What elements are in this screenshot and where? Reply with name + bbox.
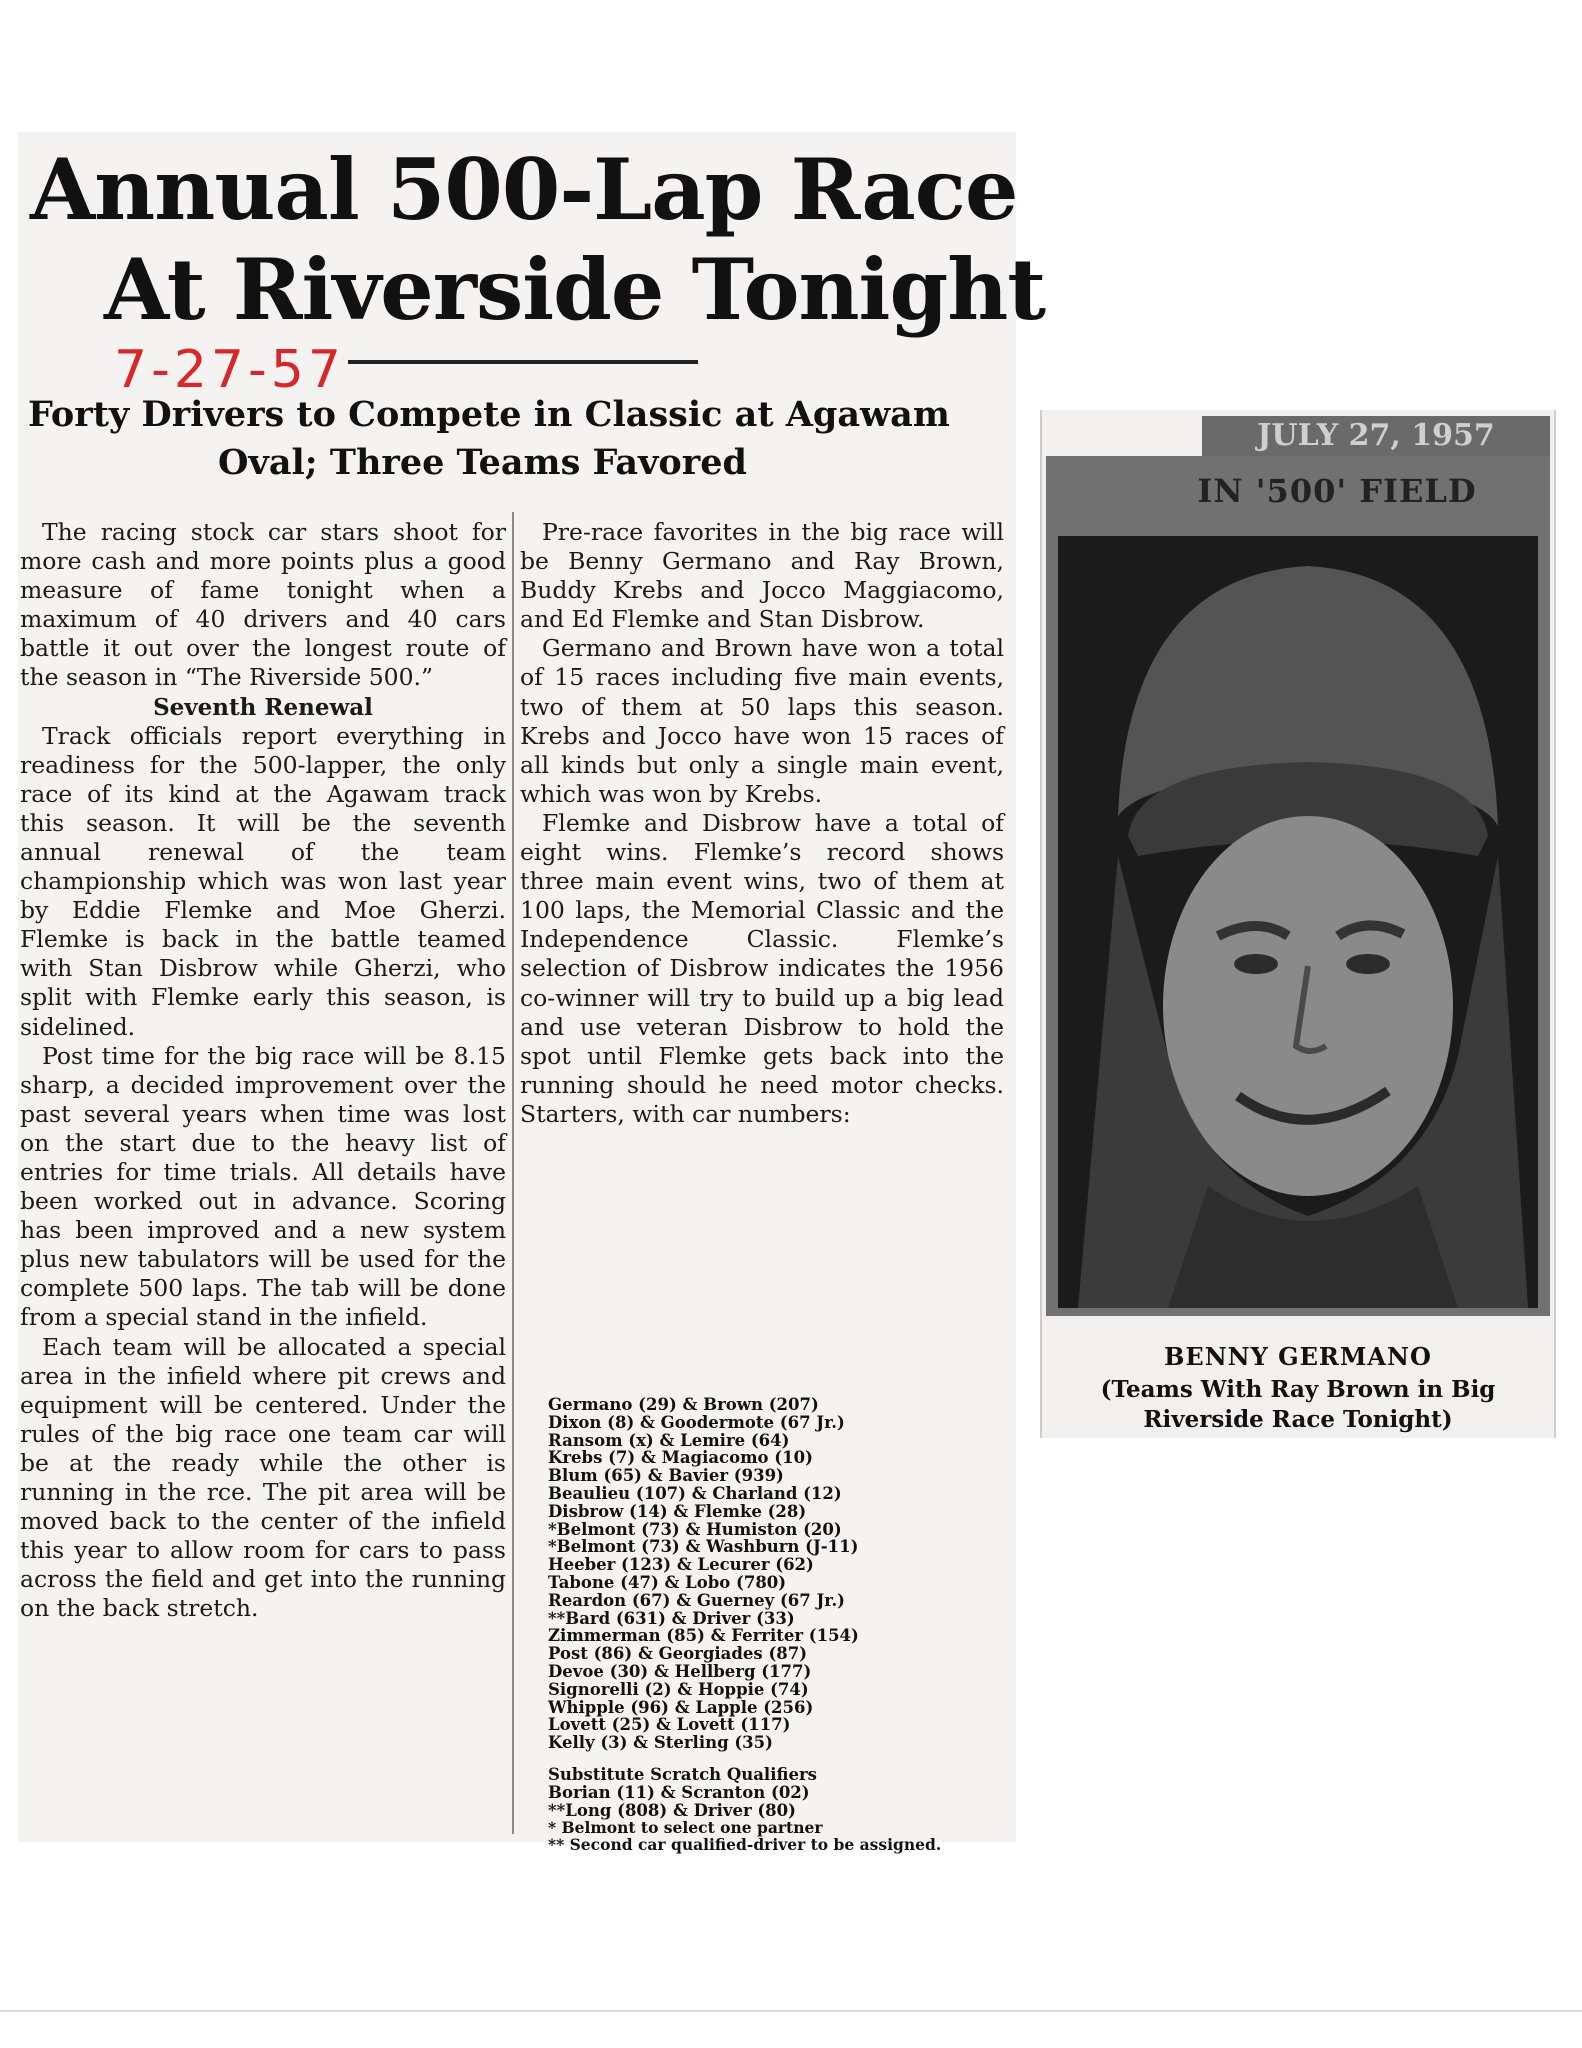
- newspaper-clipping: [18, 132, 1046, 1855]
- column-divider: [512, 512, 514, 1834]
- list-item: Ransom (x) & Lemire (64): [548, 1430, 790, 1450]
- driver-portrait-image: [1058, 536, 1538, 1308]
- photo-caption-name: BENNY GERMANO: [1164, 1342, 1432, 1371]
- subheadline-line-2: Oval; Three Teams Favored: [218, 442, 747, 483]
- list-item: Reardon (67) & Guerney (67 Jr.): [548, 1590, 845, 1610]
- paragraph: Flemke and Disbrow have a total of eight wins. Flemke’s record shows three main event wins, two of them at 100 laps, the Memorial Classic and the Independence Classic. Flemke’s selection of Disbrow indicates the 1956 co-winner will try to build up a big lead and use veteran Disbrow to hold the spot until Flemke gets back into the running should he need motor checks. Starters, with car numbers:: [520, 808, 1004, 1128]
- headline-rule: [348, 360, 698, 364]
- subheadline-line-1: Forty Drivers to Compete in Classic at Agawam: [28, 394, 950, 435]
- starters-list: [548, 1396, 988, 1853]
- photo-frame: [1046, 456, 1550, 1316]
- list-item: Disbrow (14) & Flemke (28): [548, 1501, 807, 1521]
- list-item: *Belmont (73) & Humiston (20): [548, 1519, 842, 1539]
- list-item: Borian (11) & Scranton (02): [548, 1782, 810, 1802]
- scan-edge-line: [0, 2010, 1582, 2012]
- list-item: Zimmerman (85) & Ferriter (154): [548, 1626, 859, 1646]
- list-item: Germano (29) & Brown (207): [548, 1395, 819, 1414]
- list-item: Whipple (96) & Lapple (256): [548, 1697, 814, 1717]
- list-item: **Bard (631) & Driver (33): [548, 1608, 795, 1628]
- paragraph: Post time for the big race will be 8.15 sharp, a decided improvement over the past several years when time was lost on the start due to the heavy list of entries for time trials. All details have been worked out in advance. Scoring has been improved and a new system plus new tabulators will be used for the complete 500 laps. The tab will be done from a special stand in the infield.: [20, 1041, 506, 1332]
- list-item: Signorelli (2) & Hoppie (74): [548, 1679, 809, 1699]
- list-item: Tabone (47) & Lobo (780): [548, 1572, 787, 1592]
- headline-line-2: At Riverside Tonight: [104, 240, 1046, 339]
- list-item: Devoe (30) & Hellberg (177): [548, 1661, 812, 1681]
- photo-caption-line: (Teams With Ray Brown in Big: [1100, 1376, 1496, 1403]
- photo-date-label: JULY 27, 1957: [1202, 416, 1550, 456]
- list-item: Lovett (25) & Lovett (117): [548, 1715, 791, 1735]
- article-column-2: [520, 518, 1004, 1129]
- substitute-header: Substitute Scratch Qualifiers: [548, 1764, 817, 1784]
- footnote: * Belmont to select one partner: [548, 1818, 823, 1838]
- list-item: *Belmont (73) & Washburn (J-11): [548, 1537, 859, 1557]
- photo-caption-line: Riverside Race Tonight): [1143, 1406, 1453, 1433]
- handwritten-date: 7-27-57: [114, 340, 345, 400]
- headline-line-1: Annual 500-Lap Race: [30, 140, 1018, 239]
- photo-clipping: [1040, 410, 1556, 1438]
- list-item: Post (86) & Georgiades (87): [548, 1644, 808, 1664]
- paragraph: Track officials report everything in readiness for the 500-lapper, the only race of its kind at the Agawam track this season. It will be the seventh annual renewal of the team championship which was won last year by Eddie Flemke and Moe Gherzi. Flemke is back in the battle teamed with Stan Disbrow while Gherzi, who split with Flemke early this season, is sidelined.: [20, 721, 506, 1041]
- article-column-1: [20, 518, 506, 1623]
- list-item: Dixon (8) & Goodermote (67 Jr.): [548, 1412, 845, 1432]
- paragraph: Each team will be allocated a special area in the infield where pit crews and equipment will be centered. Under the rules of the big race one team car will be at the ready while the other is running in the rce. The pit area will be moved back to the center of the infield this year to allow room for cars to pass across the field and get into the running on the back stretch.: [20, 1332, 506, 1623]
- list-item: **Long (808) & Driver (80): [548, 1800, 796, 1820]
- list-item: Beaulieu (107) & Charland (12): [548, 1483, 842, 1503]
- list-item: Blum (65) & Bavier (939): [548, 1466, 784, 1486]
- section-subhead: Seventh Renewal: [153, 693, 373, 721]
- list-item: Kelly (3) & Sterling (35): [548, 1733, 773, 1753]
- photo-frame-label: IN '500' FIELD: [1197, 472, 1477, 510]
- list-item: Krebs (7) & Magiacomo (10): [548, 1448, 813, 1468]
- paragraph: Germano and Brown have won a total of 15 races including five main events, two of them at 50 laps this season. Krebs and Jocco have won 15 races of all kinds but only a single main event, which was won by Krebs.: [520, 634, 1004, 808]
- paragraph: Pre-race favorites in the big race will be Benny Germano and Ray Brown, Buddy Krebs and Jocco Maggiacomo, and Ed Flemke and Stan Disbrow.: [520, 518, 1004, 634]
- paragraph: The racing stock car stars shoot for more cash and more points plus a good measure of fame tonight when a maximum of 40 drivers and 40 cars battle it out over the longest route of the season in “The Riverside 500.”: [20, 518, 506, 692]
- list-item: Heeber (123) & Lecurer (62): [548, 1555, 814, 1575]
- footnote: ** Second car qualified-driver to be assigned.: [548, 1835, 942, 1855]
